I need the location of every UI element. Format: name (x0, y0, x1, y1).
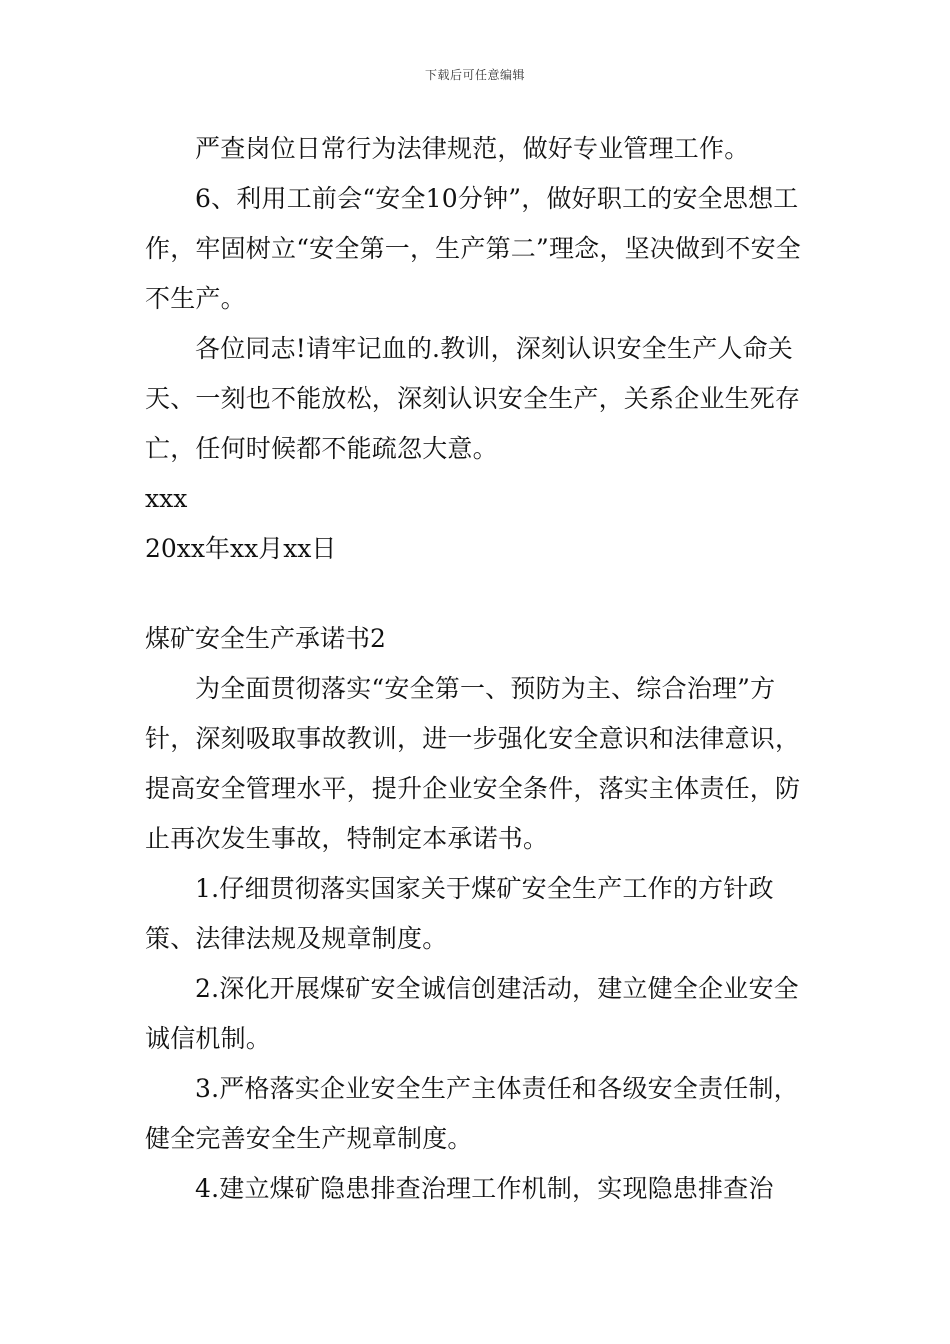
paragraph-1: 严查岗位日常行为法律规范，做好专业管理工作。 (195, 134, 750, 163)
page-header-note: 下载后可任意编辑 (424, 68, 525, 82)
section-paragraph-item-3: 3.严格落实企业安全生产主体责任和各级安全责任制，健全完善安全生产规章制度。 (145, 1074, 799, 1153)
signature-name: xxx (145, 484, 188, 513)
document-body (145, 124, 810, 1214)
section-title: 煤矿安全生产承诺书2 (145, 624, 386, 653)
section-spacer (145, 574, 810, 614)
section-paragraph-intro: 为全面贯彻落实“安全第一、预防为主、综合治理”方针，深刻吸取事故教训，进一步强化安全意识和法律意识，提高安全管理水平，提升企业安全条件，落实主体责任，防止再次发生事故，特制定本承诺书。 (145, 674, 801, 853)
section-paragraph-item-2: 2.深化开展煤矿安全诚信创建活动，建立健全企业安全诚信机制。 (145, 974, 799, 1053)
paragraph-3: 各位同志!请牢记血的.教训，深刻认识安全生产人命关天、一刻也不能放松，深刻认识安全生产，关系企业生死存亡，任何时候都不能疏忽大意。 (145, 334, 801, 463)
signature-date: 20xx年xx月xx日 (145, 534, 337, 563)
paragraph-2: 6、利用工前会“安全10分钟”，做好职工的安全思想工作，牢固树立“安全第一，生产第二”理念，坚决做到不安全不生产。 (145, 184, 801, 313)
section-paragraph-item-4: 4.建立煤矿隐患排查治理工作机制，实现隐患排查治 (195, 1174, 774, 1203)
section-paragraph-item-1: 1.仔细贯彻落实国家关于煤矿安全生产工作的方针政策、法律法规及规章制度。 (145, 874, 774, 953)
